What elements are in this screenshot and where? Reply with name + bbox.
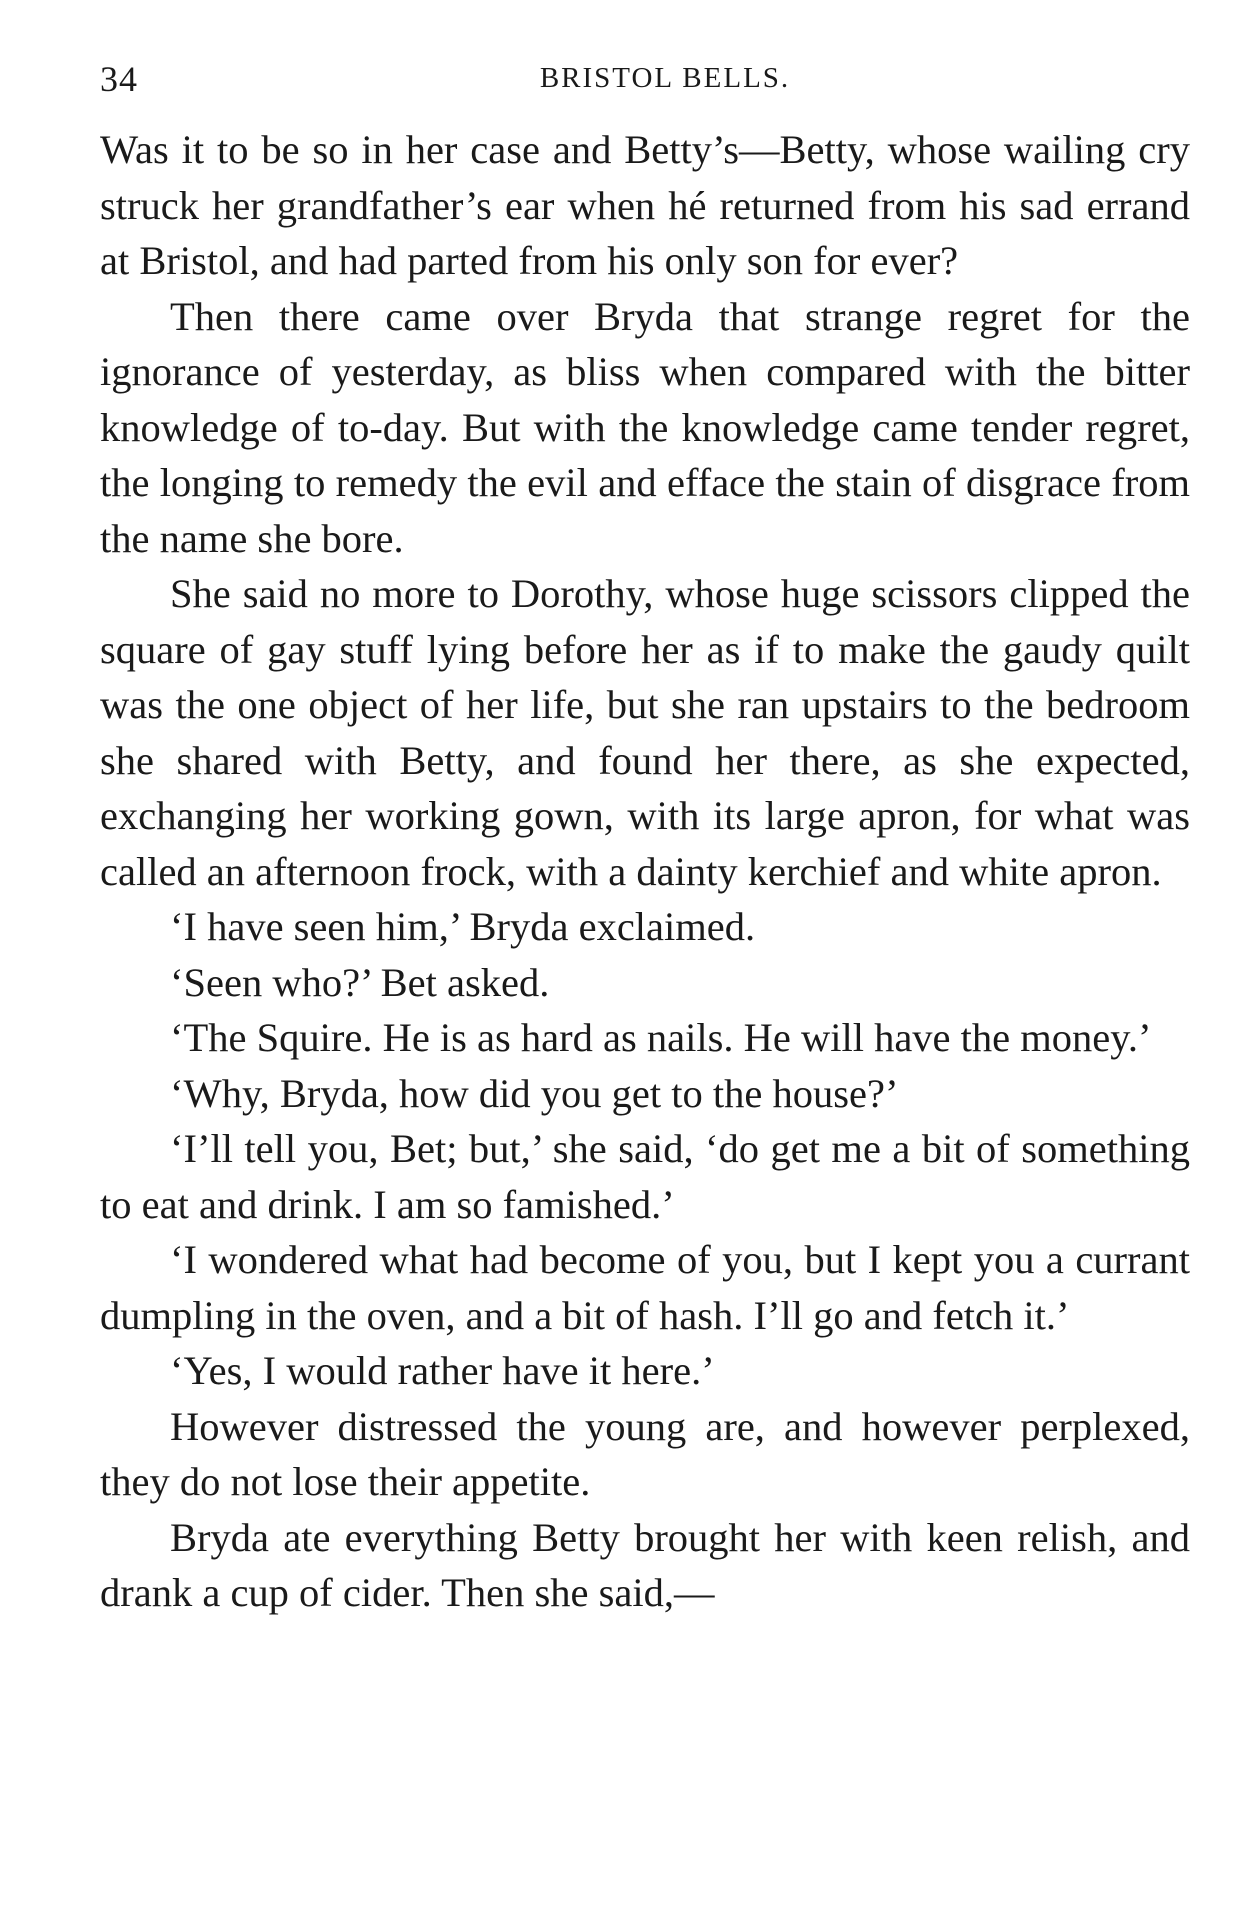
dialogue-line: ‘Seen who?’ Bet asked. — [170, 959, 550, 1005]
body-text — [100, 122, 1190, 1621]
running-head — [100, 52, 1190, 112]
dialogue-line: ‘I have seen him,’ Bryda exclaimed. — [170, 904, 756, 949]
dialogue-line: ‘I’ll tell you, Bet; but,’ she said, ‘do get me a bit of something to eat and drink. I am so famished.’ — [100, 1126, 1190, 1227]
paragraph-continued: Was it to be so in her case and Betty’s—Betty, whose wailing cry struck her grandfather’s ear when hé returned from his sad errand at Bristol, and had parted from his only son for ever? — [100, 127, 1190, 283]
dialogue-line: ‘I wondered what had become of you, but I kept you a currant dumpling in the oven, and a bit of hash. I’ll go and fetch it.’ — [100, 1237, 1190, 1338]
dialogue-line: ‘Why, Bryda, how did you get to the house?’ — [170, 1070, 899, 1116]
paragraph: She said no more to Dorothy, whose huge scissors clipped the square of gay stuff lying before her as if to make the gaudy quilt was the one object of her life, but she ran upstairs to the bedroom she shared with Betty, and found her there, as she expected, exchanging her working gown, with its large apron, for what was called an afternoon frock, with a dainty kerchief and white apron. — [100, 571, 1190, 894]
book-page — [100, 52, 1190, 1621]
paragraph: However distressed the young are, and however perplexed, they do not lose their appetite. — [100, 1403, 1190, 1504]
dialogue-line: ‘Yes, I would rather have it here.’ — [170, 1348, 715, 1393]
paragraph: Bryda ate everything Betty brought her with keen relish, and drank a cup of cider. Then she said,— — [100, 1514, 1190, 1615]
paragraph: Then there came over Bryda that strange regret for the ignorance of yesterday, as bliss when compared with the bitter knowledge of to-day. But with the knowledge came tender regret, the longing to remedy the evil and efface the stain of disgrace from the name she bore. — [100, 293, 1190, 561]
running-title: BRISTOL BELLS. — [539, 62, 791, 94]
dialogue-line: ‘The Squire. He is as hard as nails. He will have the money.’ — [170, 1015, 1152, 1060]
page-number: 34 — [100, 59, 138, 99]
